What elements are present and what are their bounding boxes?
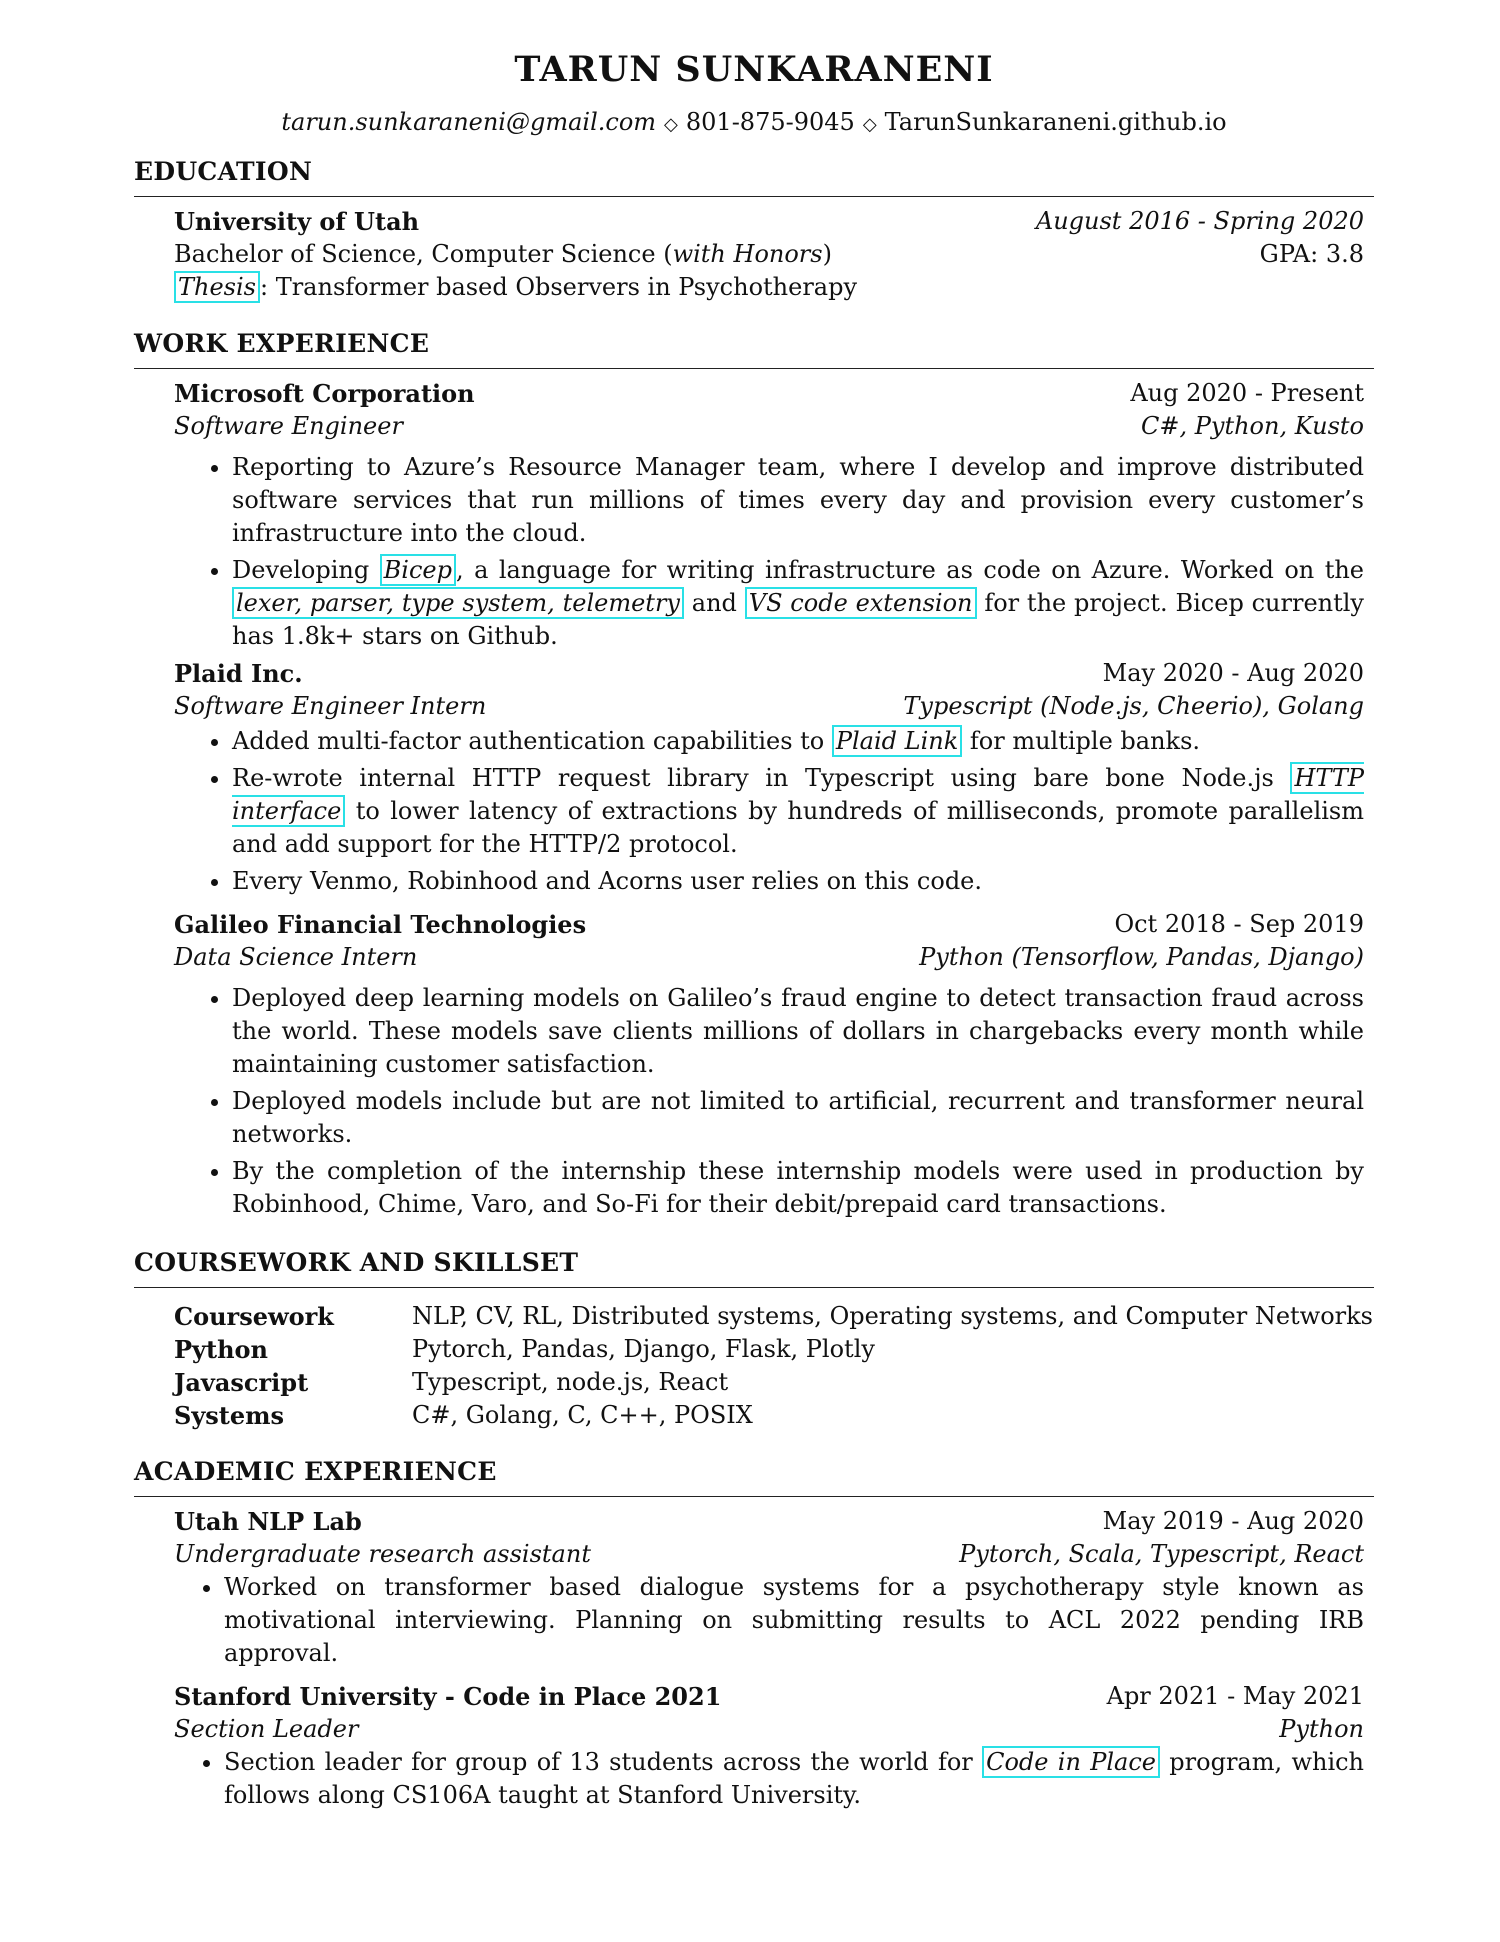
job-dates: Oct 2018 - Sep 2019 <box>1114 910 1364 938</box>
bullet-text: , a language for writing infrastructure as code on Azure. Worked on the <box>455 556 1365 584</box>
separator-icon: ◇ <box>862 114 877 135</box>
stanford-row-1 <box>174 1680 1364 1713</box>
nlp-row-2 <box>174 1538 1364 1571</box>
skill-values: Typescript, node.js, React <box>412 1368 729 1396</box>
stanford-bullets <box>174 1746 1364 1812</box>
microsoft-row-1 <box>174 377 1364 410</box>
company-name: Galileo Financial Technologies <box>174 910 587 939</box>
bullet-text: for the project. Bicep currently has 1.8k+ stars on Github. <box>232 589 1364 650</box>
company-name: Microsoft Corporation <box>174 379 475 408</box>
lexer-link[interactable]: lexer, parser, type system, telemetry <box>232 587 684 619</box>
stanford-row-2 <box>174 1713 1364 1746</box>
academic-tech: Python <box>1279 1715 1364 1743</box>
list-item: • Reporting to Azure’s Resource Manager team, where I develop and improve distributed software services that run millions of times every day and provision every customer’s infrastructure into the cloud. <box>232 451 1364 550</box>
list-item: • Deployed models include but are not limited to artificial, recurrent and transformer neural networks. <box>232 1085 1364 1151</box>
school-name: University of Utah <box>174 207 420 236</box>
code-in-place-link[interactable]: Code in Place <box>982 1746 1160 1778</box>
plaid-link-link[interactable]: Plaid Link <box>832 725 962 757</box>
skill-category: Systems <box>174 1401 285 1430</box>
list-item: • By the completion of the internship these internship models were used in production by Robinhood, Chime, Varo, and So-Fi for their debit/prepaid card transactions. <box>232 1155 1364 1221</box>
microsoft-row-2 <box>174 410 1364 443</box>
separator-icon: ◇ <box>664 114 678 135</box>
vscode-extension-link[interactable]: VS code extension <box>745 587 977 619</box>
thesis <box>174 271 857 304</box>
plaid-row-1 <box>174 657 1364 690</box>
bullet-text: Re-wrote internal HTTP request library in Typescript using bare bone Node.js <box>232 764 1291 792</box>
list-item <box>232 554 1364 653</box>
job-tech: C#, Python, Kusto <box>1141 412 1364 440</box>
job-role: Software Engineer <box>174 412 403 440</box>
org-name: Utah NLP Lab <box>174 1507 362 1536</box>
degree <box>174 238 832 271</box>
work-heading: WORK EXPERIENCE <box>134 328 1374 369</box>
list-item: • Deployed deep learning models on Galileo’s fraud engine to detect transaction fraud across the world. These models save clients millions of dollars in chargebacks every month while maintaining customer satisfaction. <box>232 982 1364 1081</box>
galileo-entry <box>174 908 1364 1221</box>
bullet-text: Developing <box>232 556 380 584</box>
skills-heading: COURSEWORK AND SKILLSET <box>134 1247 1374 1288</box>
phone-text: 801-875-9045 <box>685 108 855 136</box>
skill-category: Coursework <box>174 1302 334 1331</box>
education-dates: August 2016 - Spring 2020 <box>1035 207 1364 235</box>
skill-category: Javascript <box>174 1368 309 1397</box>
http-interface-link[interactable]: HTTP interface <box>232 764 1364 825</box>
bicep-link[interactable]: Bicep <box>380 554 456 586</box>
academic-tech: Pytorch, Scala, Typescript, React <box>959 1540 1364 1568</box>
skills-row <box>174 1366 1374 1399</box>
list-item <box>232 725 1364 758</box>
job-dates: Aug 2020 - Present <box>1130 379 1364 407</box>
microsoft-entry <box>174 377 1364 653</box>
skills-row <box>174 1300 1374 1333</box>
skills-row <box>174 1333 1374 1366</box>
bullet-text: to lower latency of extractions by hundreds of milliseconds, promote parallelism and add support for the HTTP/2 protocol. <box>232 797 1364 858</box>
list-item <box>232 762 1364 861</box>
skills-table <box>174 1300 1374 1432</box>
job-role: Software Engineer Intern <box>174 692 487 720</box>
bullet-text: for multiple banks. <box>962 727 1201 755</box>
academic-role: Section Leader <box>174 1715 359 1743</box>
job-tech: Typescript (Node.js, Cheerio), Golang <box>903 692 1364 720</box>
education-row-1 <box>174 205 1364 238</box>
job-dates: May 2020 - Aug 2020 <box>1102 659 1364 687</box>
list-item <box>224 1746 1364 1812</box>
education-heading: EDUCATION <box>134 156 1374 197</box>
job-tech: Python (Tensorflow, Pandas, Django) <box>919 943 1364 971</box>
skill-values: Pytorch, Pandas, Django, Flask, Plotly <box>412 1335 875 1363</box>
job-role: Data Science Intern <box>174 943 418 971</box>
skill-values: NLP, CV, RL, Distributed systems, Operating systems, and Computer Networks <box>412 1302 1373 1330</box>
plaid-row-2 <box>174 690 1364 723</box>
website-link[interactable]: TarunSunkaraneni.github.io <box>884 108 1227 136</box>
org-name: Stanford University - Code in Place 2021 <box>174 1682 722 1711</box>
company-name: Plaid Inc. <box>174 659 303 688</box>
academic-dates: May 2019 - Aug 2020 <box>1102 1507 1364 1535</box>
bullet-text: program, which follows along CS106A taught at Stanford University. <box>224 1748 1365 1809</box>
thesis-link[interactable]: Thesis <box>174 271 260 303</box>
galileo-row-1 <box>174 908 1364 941</box>
education-entry <box>174 205 1364 304</box>
bullet-text: Added multi-factor authentication capabilities to <box>232 727 832 755</box>
academic-dates: Apr 2021 - May 2021 <box>1106 1682 1364 1710</box>
nlp-row-1 <box>174 1505 1364 1538</box>
list-item: • Every Venmo, Robinhood and Acorns user relies on this code. <box>232 865 1364 898</box>
nlp-bullets <box>174 1571 1364 1670</box>
bullet-text: Section leader for group of 13 students across the world for <box>224 1748 983 1776</box>
skills-row <box>174 1399 1374 1432</box>
list-item: • Worked on transformer based dialogue systems for a psychotherapy style known as motivational interviewing. Planning on submitting results to ACL 2022 pending IRB approval. <box>224 1571 1364 1670</box>
nlp-lab-entry <box>174 1505 1364 1670</box>
bullet-text: and <box>683 589 745 617</box>
thesis-title: : Transformer based Observers in Psychotherapy <box>259 273 858 301</box>
galileo-row-2 <box>174 941 1364 974</box>
stanford-entry <box>174 1680 1364 1812</box>
degree-close: ) <box>822 240 832 268</box>
plaid-entry <box>174 657 1364 898</box>
email-link[interactable]: tarun.sunkaraneni@gmail.com <box>281 108 657 136</box>
microsoft-bullets <box>174 451 1364 653</box>
academic-heading: ACADEMIC EXPERIENCE <box>134 1456 1374 1497</box>
education-row-3 <box>174 271 1364 304</box>
degree-honors: with Honors <box>672 240 823 268</box>
resume-page <box>134 46 1374 1816</box>
gpa: GPA: 3.8 <box>1259 240 1364 268</box>
academic-role: Undergraduate research assistant <box>174 1540 591 1568</box>
resume-name: TARUN SUNKARANENI <box>514 49 994 90</box>
contact-line <box>134 106 1374 138</box>
galileo-bullets <box>174 982 1364 1221</box>
degree-text: Bachelor of Science, Computer Science ( <box>174 240 673 268</box>
education-row-2 <box>174 238 1364 271</box>
plaid-bullets <box>174 725 1364 898</box>
skill-values: C#, Golang, C, C++, POSIX <box>412 1401 753 1429</box>
skill-category: Python <box>174 1335 268 1364</box>
